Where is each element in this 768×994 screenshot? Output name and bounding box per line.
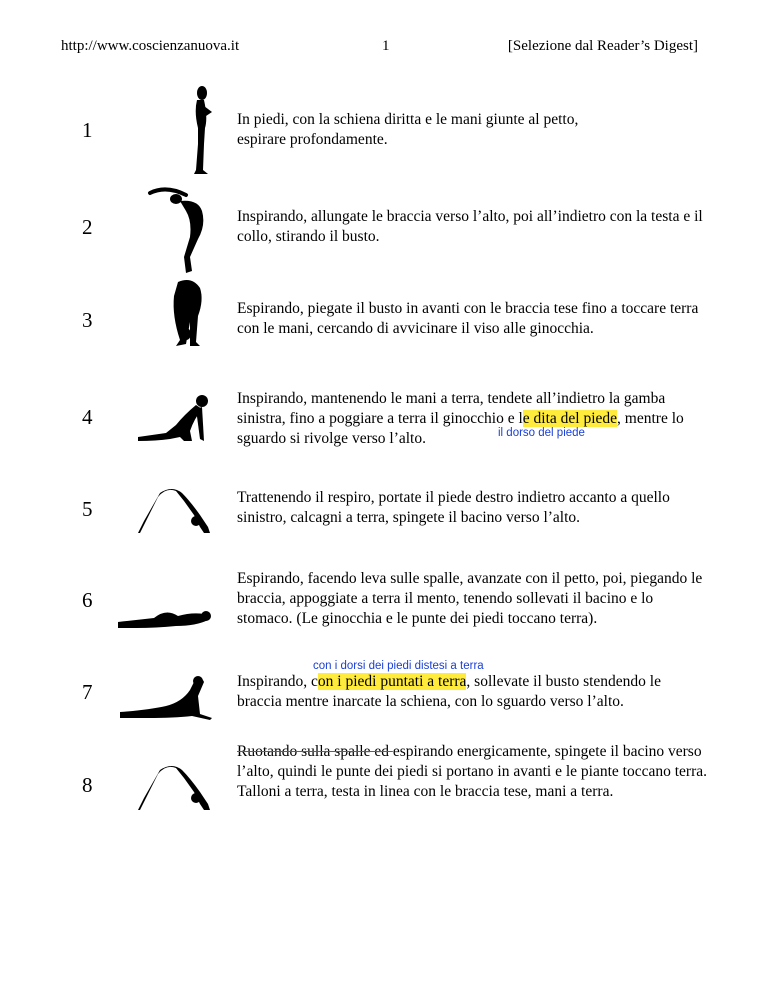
step-3-text: Espirando, piegate il busto in avanti con le braccia tese fino a toccare terra con le mani, cercando di avvicinare il viso alle ginocchia. [237, 300, 699, 337]
step-7-text [237, 672, 707, 712]
step-4-text [237, 389, 707, 449]
step-8-number: 8 [82, 773, 93, 797]
step-7-text-after: , sollevate il busto stendendo le braccia mentre inarcate la schiena, con lo sguardo verso l’alto. [237, 673, 661, 710]
step-8-struck-text: Ruotando sulla spalle ed [237, 743, 393, 760]
downward-dog-pose-icon [138, 487, 212, 535]
step-3-number: 3 [82, 308, 93, 332]
cobra-pose-icon [118, 676, 214, 720]
standing-prayer-pose-icon [186, 84, 216, 176]
lunge-pose-icon [136, 393, 212, 443]
step-4-highlight: e dita del piede [522, 410, 618, 427]
step-6-text: Espirando, facendo leva sulle spalle, avanzate con il petto, poi, piegando le braccia, appoggiate a terra il mento, tenendo sollevati il bacino e lo stomaco. (Le ginocchia e le punte dei piedi toccano terra). [237, 570, 703, 627]
step-2-text: Inspirando, allungate le braccia verso l’alto, poi all’indietro con la testa e il collo, stirando il busto. [237, 208, 703, 245]
step-7-correction-note: con i dorsi dei piedi distesi a terra [313, 660, 484, 672]
step-7-highlight: on i piedi puntati a terra [317, 673, 467, 690]
step-1-number: 1 [82, 118, 93, 142]
backbend-pose-icon [146, 185, 210, 277]
step-4-text-before: Inspirando, mantenendo le mani a terra, tendete all’indietro la gamba sinistra, fino a poggiare a terra il ginocchio e l [237, 390, 666, 427]
step-1-text: In piedi, con la schiena diritta e le mani giunte al petto, espirare profondamente. [237, 111, 579, 148]
forward-fold-pose-icon [168, 276, 208, 348]
step-5-text: Trattenendo il respiro, portate il piede destro indietro accanto a quello sinistro, calcagni a terra, spingete il bacino verso l’alto. [237, 489, 670, 526]
step-4-text-after: , mentre lo sguardo si rivolge verso l’alto. [237, 410, 684, 447]
page-number: 1 [382, 38, 390, 54]
step-8-text [237, 742, 707, 802]
step-4-number: 4 [82, 405, 93, 429]
step-4-correction-note: il dorso del piede [498, 427, 585, 439]
step-2-number: 2 [82, 215, 93, 239]
downward-dog-pose-icon [138, 764, 212, 812]
header-source: [Selezione dal Reader’s Digest] [507, 38, 698, 54]
step-7-number: 7 [82, 680, 93, 704]
step-8-text-after: espirando energicamente, spingete il bacino verso l’alto, quindi le punte dei piedi si portano in avanti e le piante toccano terra. Talloni a terra, testa in linea con le braccia tese, mani a terra. [237, 743, 708, 800]
eight-limbs-pose-icon [116, 604, 214, 630]
step-7-text-before: Inspirando, c [237, 673, 318, 690]
step-5-number: 5 [82, 497, 93, 521]
header-url: http://www.coscienzanuova.it [61, 38, 240, 54]
step-6-number: 6 [82, 588, 93, 612]
